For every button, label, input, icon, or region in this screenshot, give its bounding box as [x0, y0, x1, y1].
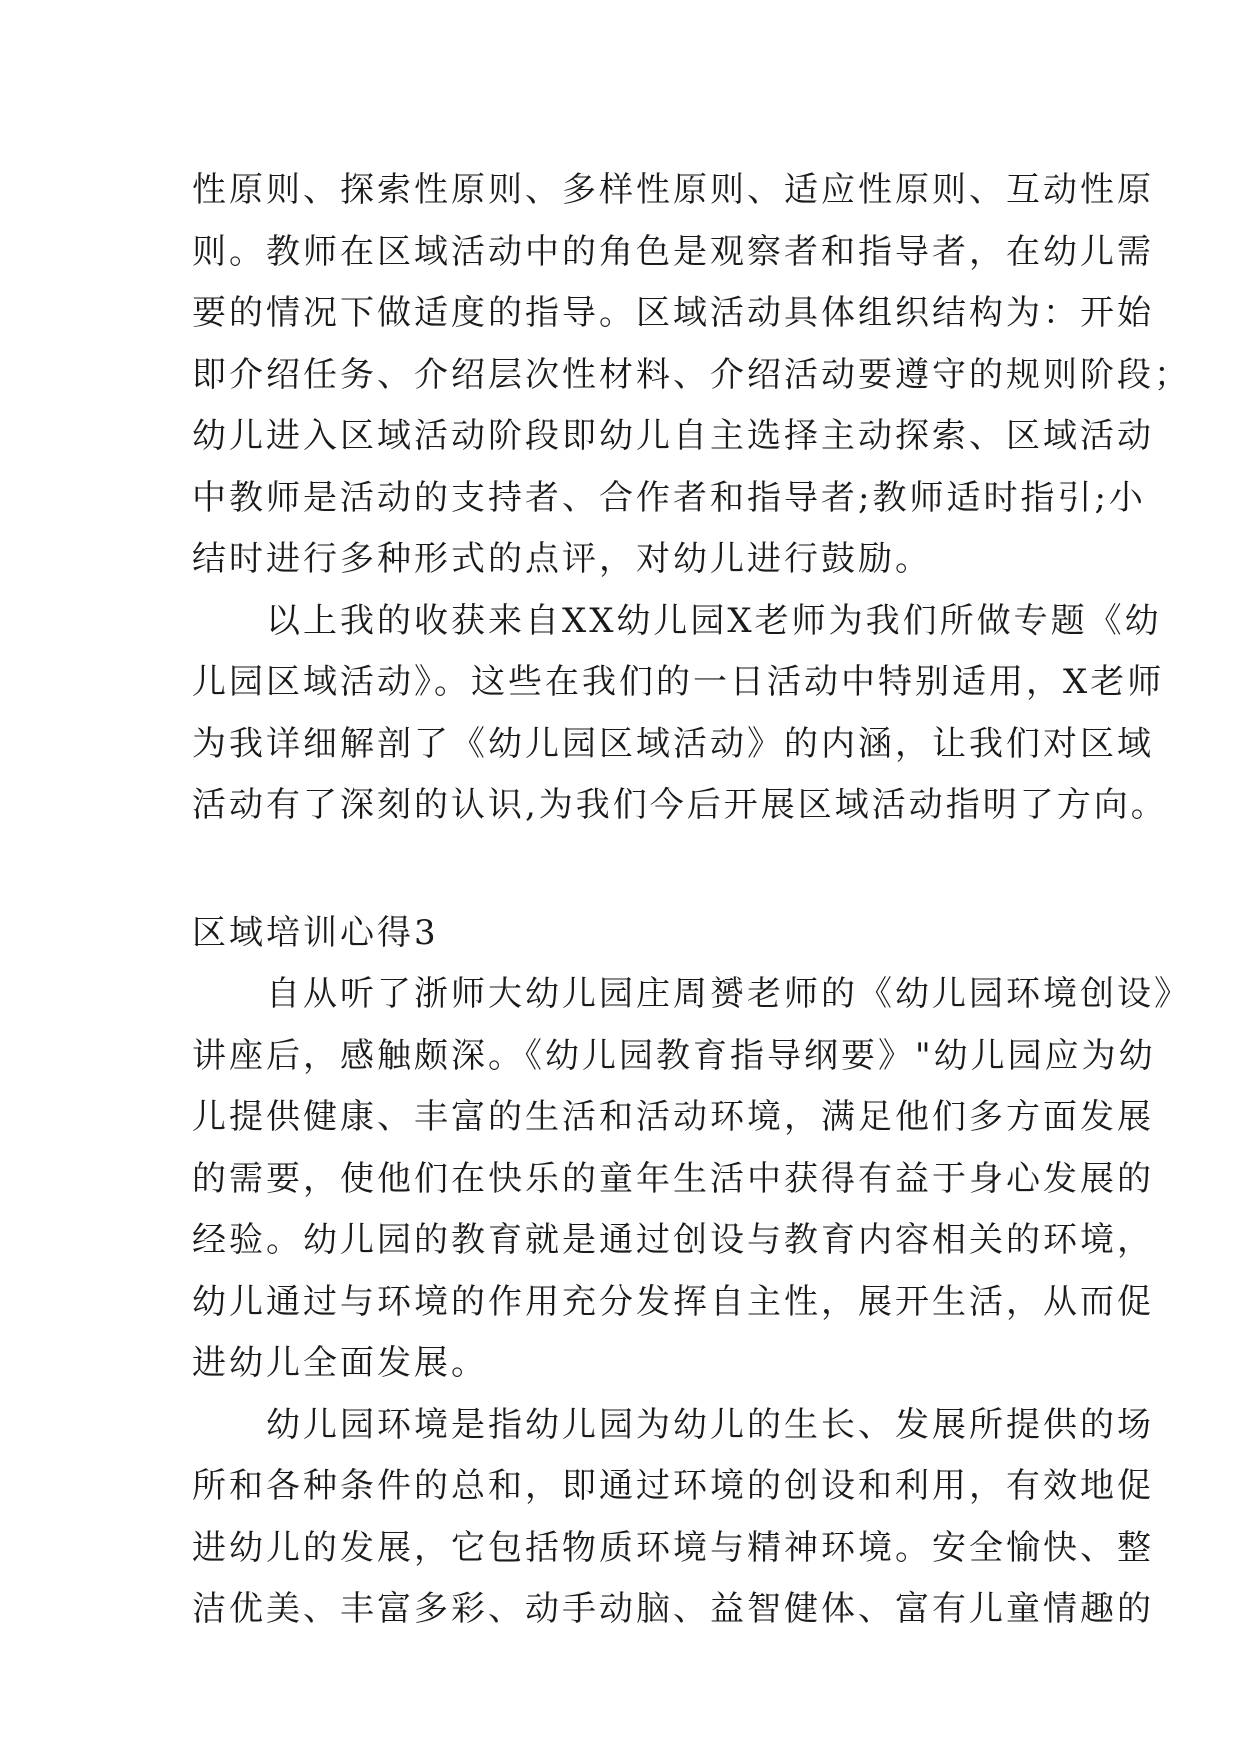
paragraph [192, 160, 1191, 591]
text-line: 进幼儿全面发展。 [192, 1343, 488, 1383]
text-line: 为我详细解剖了《幼儿园区域活动》的内涵，让我们对区域 [192, 723, 1154, 764]
text-line: 幼儿园环境是指幼儿园为幼儿的生长、发展所提供的场 [192, 1404, 1154, 1445]
text-line: 幼儿通过与环境的作用充分发挥自主性，展开生活，从而促 [192, 1281, 1154, 1322]
section-heading: 区域培训心得3 [192, 912, 439, 953]
text-line: 结时进行多种形式的点评，对幼儿进行鼓励。 [192, 539, 932, 579]
text-line: 则。教师在区域活动中的角色是观察者和指导者，在幼儿需 [192, 231, 1154, 272]
text-line: 幼儿进入区域活动阶段即幼儿自主选择主动探索、区域活动 [192, 416, 1154, 456]
text-line: 的需要，使他们在快乐的童年生活中获得有益于身心发展的 [192, 1158, 1154, 1199]
text-line: 自从听了浙师大幼儿园庄周赟老师的《幼儿园环境创设》 [192, 974, 1191, 1014]
text-line: 中教师是活动的支持者、合作者和指导者;教师适时指引;小 [192, 477, 1146, 518]
text-line: 儿园区域活动》。这些在我们的一日活动中特别适用，X老师 [192, 662, 1165, 702]
paragraph [192, 1395, 1154, 1641]
text-line: 进幼儿的发展，它包括物质环境与精神环境。安全愉快、整 [192, 1527, 1154, 1568]
text-line: 即介绍任务、介绍层次性材料、介绍活动要遵守的规则阶段； [192, 354, 1191, 395]
paragraph [192, 964, 1191, 1395]
text-line: 讲座后，感触颇深。《幼儿园教育指导纲要》"幼儿园应为幼 [192, 1035, 1156, 1076]
section-gap [192, 837, 1072, 903]
text-line: 经验。幼儿园的教育就是通过创设与教育内容相关的环境， [192, 1220, 1154, 1260]
text-line: 洁优美、丰富多彩、动手动脑、益智健体、富有儿童情趣的 [192, 1589, 1154, 1629]
text-line: 儿提供健康、丰富的生活和活动环境，满足他们多方面发展 [192, 1097, 1154, 1137]
paragraph [192, 591, 1168, 837]
text-line: 活动有了深刻的认识,为我们今后开展区域活动指明了方向。 [192, 785, 1168, 825]
text-line: 性原则、探索性原则、多样性原则、适应性原则、互动性原 [192, 170, 1154, 210]
text-line: 要的情况下做适度的指导。区域活动具体组织结构为：开始 [192, 293, 1154, 333]
text-line: 所和各种条件的总和，即通过环境的创设和利用，有效地促 [192, 1466, 1154, 1506]
text-line: 以上我的收获来自XX幼儿园X老师为我们所做专题《幼 [192, 600, 1162, 641]
document-page [192, 160, 1191, 1641]
